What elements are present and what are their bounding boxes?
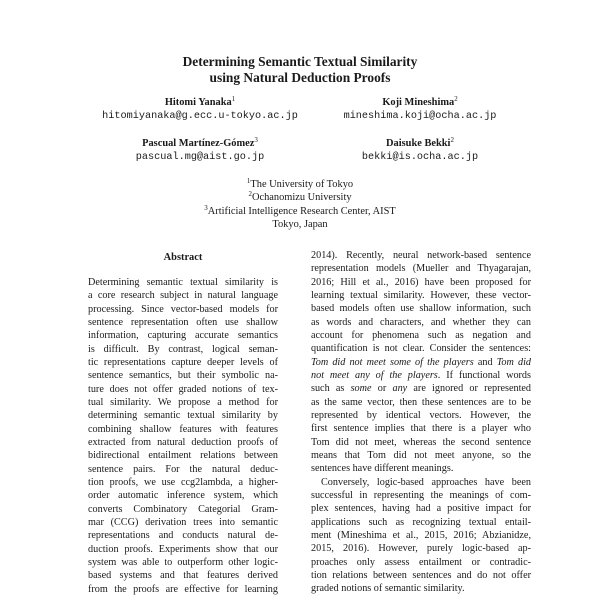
abstract-line: representations and conducts natural de- [88,530,278,542]
abstract-line: extracted from natural deduction proofs of [88,436,278,448]
intro-line: 2016; Hill et al., 2016) have been proposed for [311,276,531,288]
intro-line: as words and characters, and whether they can [311,316,531,328]
abstract-line: system was able to outperform other logic- [88,556,278,568]
intro-line: successful in representing the meanings of com- [311,489,531,501]
abstract-line: tic representations capture deeper levels of [88,356,278,368]
abstract-line: bidirectional entailment relations between [88,450,278,462]
abstract-line: from the proofs are effective for learning [88,583,278,595]
intro-line: graded notions of semantic similarity. [311,583,465,595]
abstract-line: converts Combinatory Categorial Gram- [88,503,278,515]
abstract-line: duction proofs. Experiments show that our [88,543,278,555]
affiliation-3: $^3$Artificial Intelligence Research Center, AIST [204,204,396,217]
location: Tokyo, Japan [272,219,328,230]
intro-line: account for phenomena such as negation and [311,329,531,341]
intro-line-example: Tom did not meet some of the players and Tom did [311,356,532,368]
affiliation-2: $^2$Ochanomizu University [248,190,352,203]
intro-line: tion relations between sentences and do not offer [311,569,531,581]
abstract-heading: Abstract [163,252,203,263]
intro-line: representation models (Mueller and Thyagarajan, [311,263,531,275]
intro-line: as the same vector, then these sentences are to be [311,396,531,408]
abstract-line: mar (CCG) derivation trees into semantic [88,516,278,528]
abstract-line: determining semantic textual similarity by [88,410,278,422]
intro-line: based models often use shallow information, such [311,303,531,315]
author-name-mineshima: Koji Mineshima$^2$ [382,95,458,108]
intro-line: ment (Mineshima et al., 2015, 2016; Abzianidze, [311,529,531,541]
abstract-line: processing. Since vector-based models for [88,303,278,315]
affiliation-1: $^1$The University of Tokyo [246,177,354,190]
abstract-line: sentence semantics, but their symbolic na- [88,370,278,382]
intro-line: 2015, 2016). However, purely logic-based ap- [311,543,531,555]
abstract-body [88,276,278,596]
intro-line: sentences have different meanings. [311,463,454,475]
example-sentence-2a: Tom did [496,356,532,368]
abstract-line: tion proofs, we use ccg2lambda, a higher- [88,476,278,488]
intro-line: Conversely, logic-based approaches have been [321,476,531,488]
author-email-mineshima: mineshima.koji@ocha.ac.jp [343,111,497,122]
intro-line-example: not meet any of the players. If functional words [311,369,531,381]
paper-title-line-2: using Natural Deduction Proofs [209,70,391,85]
paper-title-line-1: Determining Semantic Textual Similarity [182,54,418,69]
abstract-line: order automatic inference system, which [88,490,278,502]
abstract-line: combining shallow features with features [88,423,278,435]
intro-line: quantification is not clear. Consider the sentences: [311,343,531,355]
abstract-line: Determining semantic textual similarity is [88,277,278,288]
author-email-martinez-gomez: pascual.mg@aist.go.jp [135,152,265,163]
intro-line: proaches only assess entailment or contradic- [311,556,531,568]
abstract-line: sentence representation often use shallow [88,316,278,328]
intro-line: such as some or any are ignored or represented [311,383,532,395]
intro-line: 2014). Recently, neural network-based sentence [311,250,531,261]
abstract-line: sentence pairs. For the natural deduc- [88,463,278,475]
example-sentence-2b: not meet any of the players [311,369,438,381]
intro-line: first sentence implies that there is a player who [311,423,531,435]
abstract-line: ture does not offer graded notions of tex- [88,383,278,395]
author-name-yanaka: Hitomi Yanaka$^1$ [164,95,236,108]
intro-line: plex sentences, having had a positive impact for [311,503,531,515]
abstract-line: a core research subject in natural language [88,290,278,302]
intro-line: learning textual similarity. However, these vector- [311,289,531,301]
abstract-line: is difficult. By contrast, logical seman- [88,343,278,355]
intro-line: applications such as recognizing textual entail- [311,516,531,528]
example-sentence-1: Tom did not meet some of the players [311,356,474,368]
intro-line: means that Tom did not meet anyone, so the [311,449,531,461]
author-email-bekki: bekki@is.ocha.ac.jp [361,152,479,163]
abstract-line: based systems and that features derived [88,570,278,582]
author-name-martinez-gomez: Pascual Martínez-Gómez$^3$ [142,136,258,149]
intro-body [311,249,531,596]
abstract-line: tual similarity. We propose a method for [88,396,278,408]
author-name-bekki: Daisuke Bekki$^2$ [386,136,454,149]
author-email-yanaka: hitomiyanaka@g.ecc.u-tokyo.ac.jp [102,111,298,122]
abstract-line: information, capturing accurate semantics [88,330,278,342]
intro-line: Tom did not meet, whereas the second sentence [311,436,531,448]
intro-line: represented by identical vectors. However, the [311,409,531,421]
